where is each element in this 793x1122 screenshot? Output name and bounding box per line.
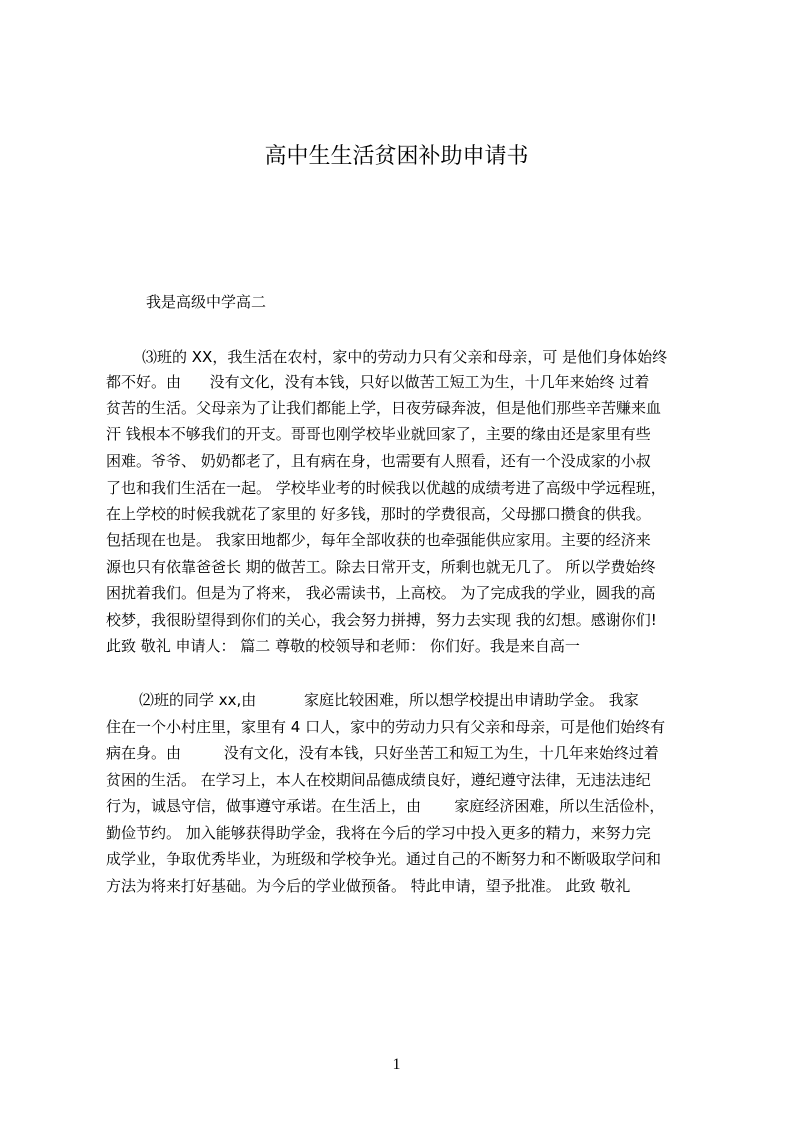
paragraph-line: ⑵班的同学 xx,由 家庭比较困难，所以想学校提出申请助学金。 我家 — [139, 691, 639, 709]
paragraph-line: 病在身。由 没有文化，没有本钱，只好坐苦工和短工为生，十几年来始终过着 — [106, 744, 659, 762]
paragraph-line: 了也和我们生活在一起。 学校毕业考的时候我以优越的成绩考进了高级中学远程班， — [106, 479, 666, 497]
page-title: 高中生生活贫困补助申请书 — [264, 144, 529, 169]
paragraph-line: 在上学校的时候我就花了家里的 好多钱，那时的学费很高，父母挪口攒食的供我。 — [106, 505, 651, 523]
paragraph-line: 成学业，争取优秀毕业，为班级和学校争光。通过自己的不断努力和不断吸取学问和 — [106, 850, 662, 868]
paragraph-line: 困难。爷爷、 奶奶都老了，且有病在身，也需要有人照看，还有一个没成家的小叔 — [106, 452, 651, 470]
paragraph-line: 方法为将来打好基础。为今后的学业做预备。 特此申请，望予批准。 此致 敬礼 — [106, 877, 631, 895]
paragraph-line: 贫苦的生活。父母亲为了让我们都能上学，日夜劳碌奔波，但是他们那些辛苦赚来血 — [106, 399, 662, 417]
paragraph-line: ⑶班的 XX，我生活在农村，家中的劳动力只有父亲和母亲，可 是他们身体始终 — [142, 348, 668, 366]
paragraph-line: 此致 敬礼 申请人： 篇二 尊敬的校领导和老师： 你们好。我是来自高一 — [106, 637, 580, 655]
paragraph-line: 贫困的生活。 在学习上，本人在校期间品德成绩良好，遵纪遵守法律，无违法违纪 — [106, 771, 651, 789]
paragraph-line: 校梦，我很盼望得到你们的关心，我会努力拼搏，努力去实现 我的幻想。感谢你们! — [106, 611, 657, 629]
paragraph-line: 住在一个小村庄里，家里有 4 口人，家中的劳动力只有父亲和母亲，可是他们始终有 — [106, 718, 666, 736]
page-number: 1 — [392, 1056, 401, 1073]
paragraph-line: 困扰着我们。但是为了将来， 我必需读书，上高校。 为了完成我的学业，圆我的高 — [106, 584, 656, 602]
paragraph-line: 汗 钱根本不够我们的开支。哥哥也刚学校毕业就回家了，主要的缘由还是家里有些 — [106, 425, 651, 443]
paragraph-line: 勤俭节约。 加入能够获得助学金，我将在今后的学习中投入更多的精力，来努力完 — [106, 824, 651, 842]
paragraph-line: 包括现在也是。 我家田地都少，每年全部收获的也牵强能供应家用。主要的经济来 — [106, 531, 651, 549]
paragraph-line: 源也只有依靠爸爸长 期的做苦工。除去日常开支，所剩也就无几了。 所以学费始终 — [106, 558, 656, 576]
intro-line: 我是高级中学高二 — [146, 293, 267, 311]
paragraph-line: 行为，诚恳守信，做事遵守承诺。在生活上，由 家庭经济困难，所以生活俭朴， — [106, 797, 665, 815]
paragraph-line: 都不好。由 没有文化，没有本钱，只好以做苦工短工为生，十几年来始终 过着 — [106, 373, 650, 391]
